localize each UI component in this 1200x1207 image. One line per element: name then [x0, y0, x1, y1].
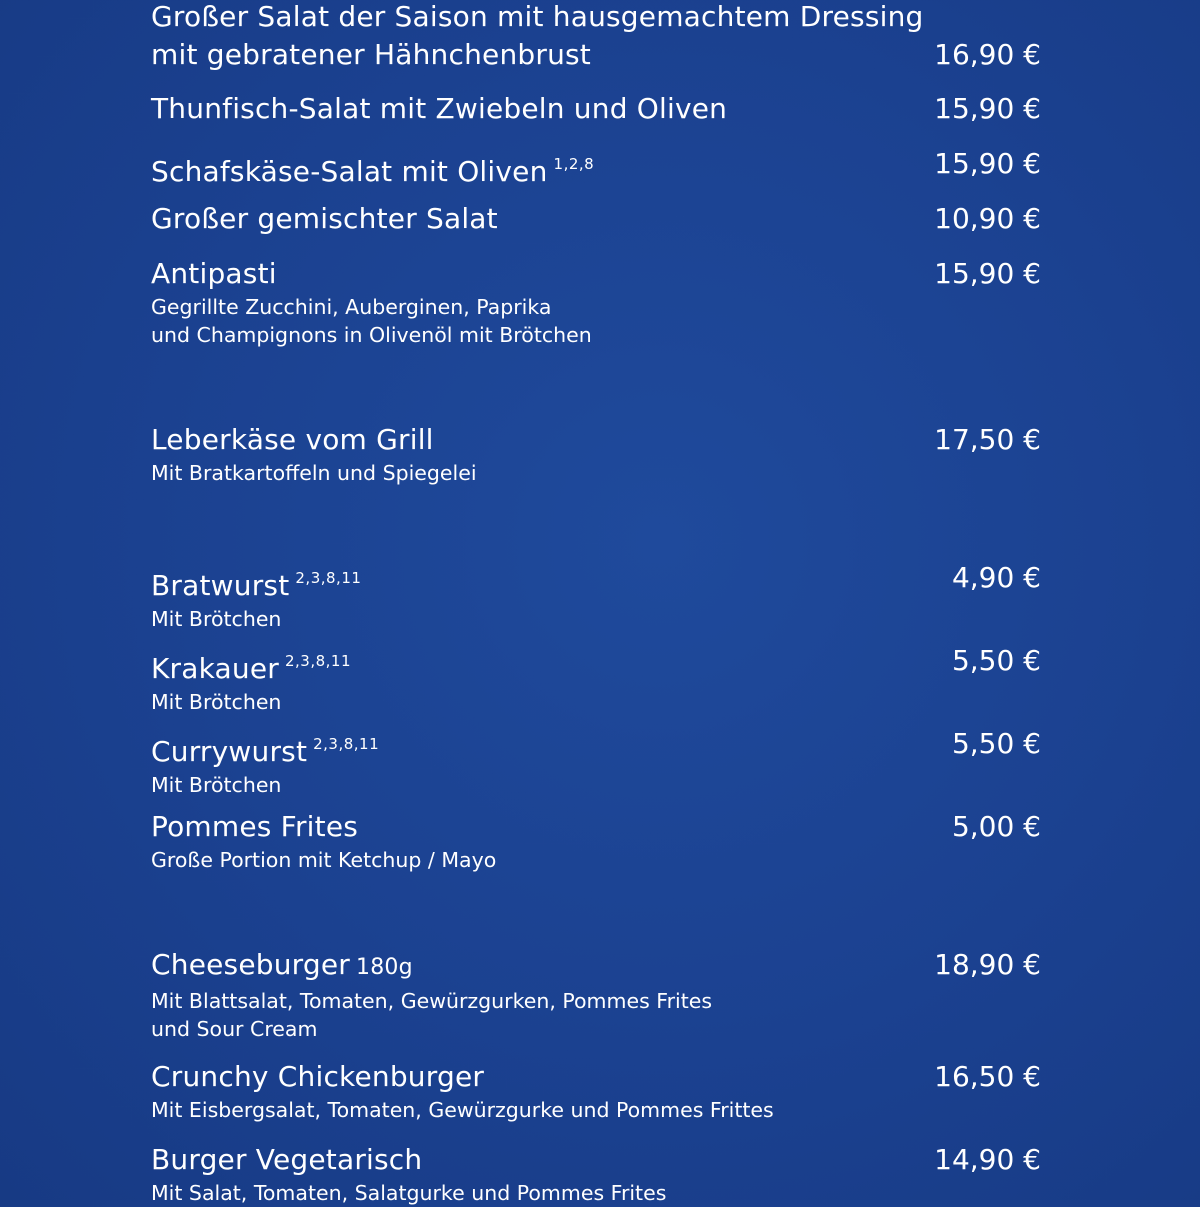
item-price: 16,50 € [934, 1060, 1041, 1093]
item-description: Mit Eisbergsalat, Tomaten, Gewürzgurke und Pommes Frittes [151, 1098, 774, 1122]
item-description: Mit Brötchen [151, 690, 282, 714]
item-name: Currywurst [151, 735, 308, 768]
item-price: 18,90 € [934, 948, 1041, 981]
item-title: Großer Salat der Saison mit hausgemachtem Dressing [151, 0, 924, 33]
menu-item [151, 0, 1041, 74]
item-title: Leberkäse vom Grill [151, 423, 434, 456]
item-title: Großer gemischter Salat [151, 202, 498, 235]
menu-item [151, 1058, 1041, 1124]
item-name: Cheeseburger [151, 948, 351, 981]
menu-item [151, 559, 1041, 633]
allergen-codes: 1,2,8 [553, 155, 595, 173]
item-description: Mit Brötchen [151, 607, 282, 631]
item-price: 4,90 € [951, 561, 1041, 594]
menu-item [151, 725, 1041, 799]
item-title: Crunchy Chickenburger [151, 1060, 485, 1093]
item-title: Burger Vegetarisch [151, 1143, 423, 1176]
item-name: Krakauer [151, 652, 279, 685]
menu-item [151, 808, 1041, 874]
item-title: Antipasti [151, 257, 277, 290]
item-price: 15,90 € [934, 147, 1041, 180]
menu-item [151, 946, 1041, 1043]
item-name: Schafskäse-Salat mit Oliven [151, 155, 548, 188]
item-price: 17,50 € [934, 423, 1041, 456]
item-title [151, 145, 1041, 191]
allergen-codes: 2,3,8,11 [295, 569, 362, 587]
item-description: Mit Blattsalat, Tomaten, Gewürzgurken, Pommes Frites [151, 989, 713, 1013]
item-price: 5,50 € [951, 727, 1041, 760]
item-description: Mit Bratkartoffeln und Spiegelei [151, 461, 477, 485]
item-price: 15,90 € [934, 92, 1041, 125]
item-description: Mit Salat, Tomaten, Salatgurke und Pommes Frites [151, 1181, 667, 1205]
item-price: 10,90 € [934, 202, 1041, 235]
menu-item [151, 200, 1041, 238]
allergen-codes: 2,3,8,11 [285, 652, 352, 670]
menu-item [151, 255, 1041, 349]
item-title [151, 559, 1041, 605]
item-title [151, 642, 1041, 688]
item-title [151, 725, 1041, 771]
item-price: 15,90 € [934, 257, 1041, 290]
item-description: Mit Brötchen [151, 773, 282, 797]
item-title: Pommes Frites [151, 810, 359, 843]
item-price: 14,90 € [934, 1143, 1041, 1176]
item-description: und Champignons in Olivenöl mit Brötchen [151, 323, 592, 347]
item-title: Thunfisch-Salat mit Zwiebeln und Oliven [151, 92, 728, 125]
item-description: Gegrillte Zucchini, Auberginen, Paprika [151, 295, 552, 319]
item-price: 16,90 € [934, 38, 1041, 71]
item-weight: 180g [356, 955, 413, 980]
menu-item [151, 145, 1041, 191]
item-price: 5,50 € [951, 644, 1041, 677]
menu-item [151, 642, 1041, 716]
menu-item [151, 421, 1041, 487]
item-price: 5,00 € [951, 810, 1041, 843]
item-title: mit gebratener Hähnchenbrust [151, 38, 591, 71]
item-title [151, 946, 1041, 987]
allergen-codes: 2,3,8,11 [313, 735, 380, 753]
item-description: und Sour Cream [151, 1017, 318, 1041]
menu-item [151, 1141, 1041, 1207]
item-name: Bratwurst [151, 569, 290, 602]
menu-item [151, 90, 1041, 128]
item-description: Große Portion mit Ketchup / Mayo [151, 848, 497, 872]
